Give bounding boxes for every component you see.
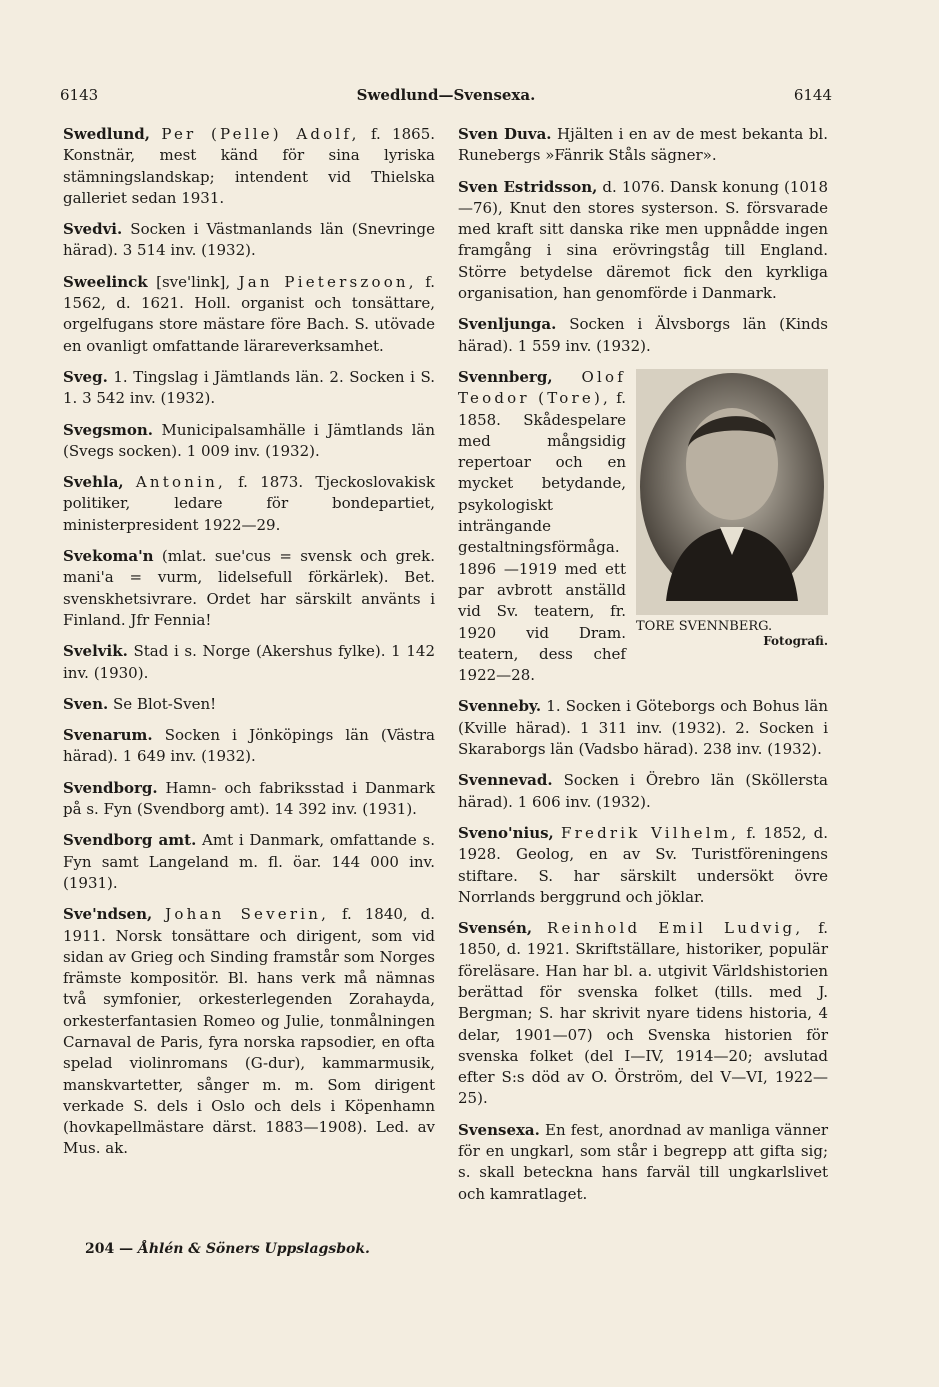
entry-text: Socken i Västmanlands län (Snevringe härad). 3 514 inv. (1932). xyxy=(63,220,435,260)
page-number-left: 6143 xyxy=(60,86,99,104)
entry-text: f. 1850, d. 1921. Skriftställare, historiker, populär föreläsare. Han har bl. a. utgivit Världshistorien berättad för svenska folket (tills. med J. Bergman; S. har skrivit nyare tidens historia, 4 delar, 1901—07) och Svenska historien för svenska folket (del I—IV, 1914—20; avslutad efter S:s död av O. Örström, del V—VI, 1922—25). xyxy=(458,919,828,1108)
footer-page-number: 204 xyxy=(85,1241,115,1257)
entry-svenneby xyxy=(458,696,828,760)
entry-svekoman xyxy=(63,546,435,631)
entry-text: f. 1865. Konstnär, mest känd för sina lyriska stämningslandskap; intendent vid Thielska galleriet sedan 1931. xyxy=(63,125,436,207)
headword: Svelvik. xyxy=(63,642,128,661)
headword: Svensén, xyxy=(458,919,533,938)
entry-svegsmon xyxy=(63,420,435,463)
pronunciation: [sve'link], xyxy=(147,272,239,291)
headword: Sve'ndsen, xyxy=(63,905,153,924)
entry-svensexa xyxy=(458,1120,828,1205)
headword: Sweelinck xyxy=(63,272,148,291)
headword: Svedvi. xyxy=(63,220,123,239)
spaced-name: Jan Pieterszoon, xyxy=(238,272,417,291)
footer-dash: — xyxy=(114,1241,138,1257)
spaced-name: Reinhold Emil Ludvig, xyxy=(547,919,804,938)
entry-text: Hjälten i en av de mest bekanta bl. Runebergs »Fänrik Ståls sägner». xyxy=(458,125,828,165)
entry-svendsen xyxy=(63,904,435,1160)
entry-svenonius xyxy=(458,823,828,908)
entry-sven-estridsson xyxy=(458,177,828,305)
entry-sven-duva xyxy=(458,124,828,167)
entry-text: Stad i s. Norge (Akershus fylke). 1 142 inv. (1930). xyxy=(63,642,435,682)
entry-svenljunga xyxy=(458,314,828,357)
headword: Sven Estridsson, xyxy=(458,177,598,196)
portrait-figure xyxy=(636,369,828,649)
right-column xyxy=(458,124,828,1215)
headword: Svekoma'n xyxy=(63,547,154,566)
entry-text: f. 1873. Tjeckoslovakisk politiker, ledare för bondepartiet, ministerpresident 1922—29. xyxy=(63,473,435,534)
headword: Sven. xyxy=(63,694,109,713)
entry-text: Socken i Älvsborgs län (Kinds härad). 1 559 inv. (1932). xyxy=(458,315,828,355)
page-number-right: 6144 xyxy=(793,86,832,104)
portrait-image xyxy=(636,369,828,615)
entry-text: f. 1852, d. 1928. Geolog, en av Sv. Turistföreningens stiftare. S. har särskilt undersökt övre Norrlands berggrund och jöklar. xyxy=(458,823,828,906)
headword: Svendborg amt. xyxy=(63,831,197,850)
entry-sven xyxy=(63,694,435,715)
headword: Sveno'nius, xyxy=(458,823,554,842)
entry-text: (mlat. sue'cus = svensk och grek. mani'a = vurm, lidelsefull förkärlek). Bet. svenskhetsivrare. Ordet har särskilt använts i Finland. Jfr Fennia! xyxy=(63,547,435,629)
headword: Svennberg, xyxy=(458,367,553,386)
entry-text: f. 1858. Skådespelare med mångsidig repertoar och en mycket betydande, psykologiskt inträngande gestaltningsförmåga. 1896 —1919 med ett par avbrott anställd vid Sv. teatern, fr. 1920 vid Dram. teatern, dess chef 1922—28. xyxy=(458,389,626,685)
page-header xyxy=(60,86,832,110)
entry-svehla xyxy=(63,472,435,536)
entry-text: 1. Tingslag i Jämtlands län. 2. Socken i S. 1. 3 542 inv. (1932). xyxy=(63,367,435,408)
entry-svedvi xyxy=(63,219,435,262)
headword: Svensexa. xyxy=(458,1120,540,1139)
entry-swedlund xyxy=(63,124,435,209)
entry-text: Se Blot-Sven! xyxy=(108,694,217,713)
spaced-name: Per (Pelle) Adolf, xyxy=(161,125,360,143)
portrait-caption xyxy=(636,619,828,649)
entry-text: En fest, anordnad av manliga vänner för en ungkarl, som står i begrepp att gifta sig; s. skall beteckna hans farväl till ungkarlslivet och kamratlaget. xyxy=(458,1120,828,1203)
spaced-name: Antonin, xyxy=(135,473,226,492)
entry-sweelinck xyxy=(63,272,435,357)
entry-text: f. 1840, d. 1911. Norsk tonsättare och dirigent, som vid sidan av Grieg och Sinding framstår som Norges främste kompositör. Bl. hans verk må nämnas två symfonier, orkesterlegenden Zorahayda, orkesterfantasien Romeo og Julie, tonmålningen Carnaval de Paris, fyra norska rapsodier, en ofta spelad violinromans (G-dur), kammarmusik, manskvartetter, sånger m. m. Som dirigent verkade S. dels i Oslo och dels i Köpenhamn (hovkapellmästare därst. 1883—1908). Led. av Mus. ak. xyxy=(63,905,435,1158)
headword: Svehla, xyxy=(63,473,124,492)
headword: Svegsmon. xyxy=(63,420,154,439)
headword: Swedlund, xyxy=(63,125,150,143)
headword: Svenneby. xyxy=(458,697,542,716)
entry-svelvik xyxy=(63,641,435,684)
headword: Sven Duva. xyxy=(458,125,552,143)
headword: Svennevad. xyxy=(458,771,553,790)
entry-text: Hamn- och fabriksstad i Danmark på s. Fyn (Svendborg amt). 14 392 inv. (1931). xyxy=(63,778,435,819)
caption-name: TORE SVENNBERG. xyxy=(636,618,773,634)
entry-text: Socken i Jönköpings län (Västra härad). 1 649 inv. (1932). xyxy=(63,726,435,766)
headword: Sveg. xyxy=(63,367,108,386)
entry-text: Municipalsamhälle i Jämtlands län (Svegs socken). 1 009 inv. (1932). xyxy=(63,420,435,460)
footer-publisher: Åhlén & Söners Uppslagsbok. xyxy=(137,1241,370,1257)
entry-svensen xyxy=(458,918,828,1110)
entry-svendborg-amt xyxy=(63,830,435,894)
entry-svenarum xyxy=(63,725,435,768)
spaced-name: Olof Teodor (Tore), xyxy=(458,367,626,408)
entry-text: Amt i Danmark, omfattande s. Fyn samt Langeland m. fl. öar. 144 000 inv. (1931). xyxy=(63,831,435,892)
headword: Svendborg. xyxy=(63,778,158,797)
entry-text: d. 1076. Dansk konung (1018—76), Knut den stores systerson. S. försvarade med kraft sitt danska rike men uppnådde ingen framgång i sina erövringståg till England. Större betydelse däremot fick den kyrkliga organisation, han genomförde i Danmark. xyxy=(458,177,828,303)
entry-svendborg xyxy=(63,778,435,821)
entry-text: f. 1562, d. 1621. Holl. organist och tonsättare, orgelfugans store mästare före Bach. S. utövade en ovanligt omfattande lärareverksamhet. xyxy=(63,272,435,355)
entry-text: Socken i Örebro län (Sköllersta härad). 1 606 inv. (1932). xyxy=(458,771,828,811)
portrait-photo xyxy=(636,369,828,615)
page-footer xyxy=(85,1241,370,1257)
entry-sveg xyxy=(63,367,435,410)
header-title: Swedlund—Svensexa. xyxy=(356,86,536,104)
headword: Svenljunga. xyxy=(458,315,557,334)
spaced-name: Fredrik Vilhelm, xyxy=(561,823,740,842)
entry-text: 1. Socken i Göteborgs och Bohus län (Kville härad). 1 311 inv. (1932). 2. Socken i Skaraborgs län (Vadsbo härad). 238 inv. (1932). xyxy=(458,697,828,759)
spaced-name: Johan Severin, xyxy=(165,905,330,924)
headword: Svenarum. xyxy=(63,726,153,745)
entry-svennevad xyxy=(458,770,828,813)
caption-credit: Fotografi. xyxy=(763,633,828,648)
left-column xyxy=(63,124,435,1170)
